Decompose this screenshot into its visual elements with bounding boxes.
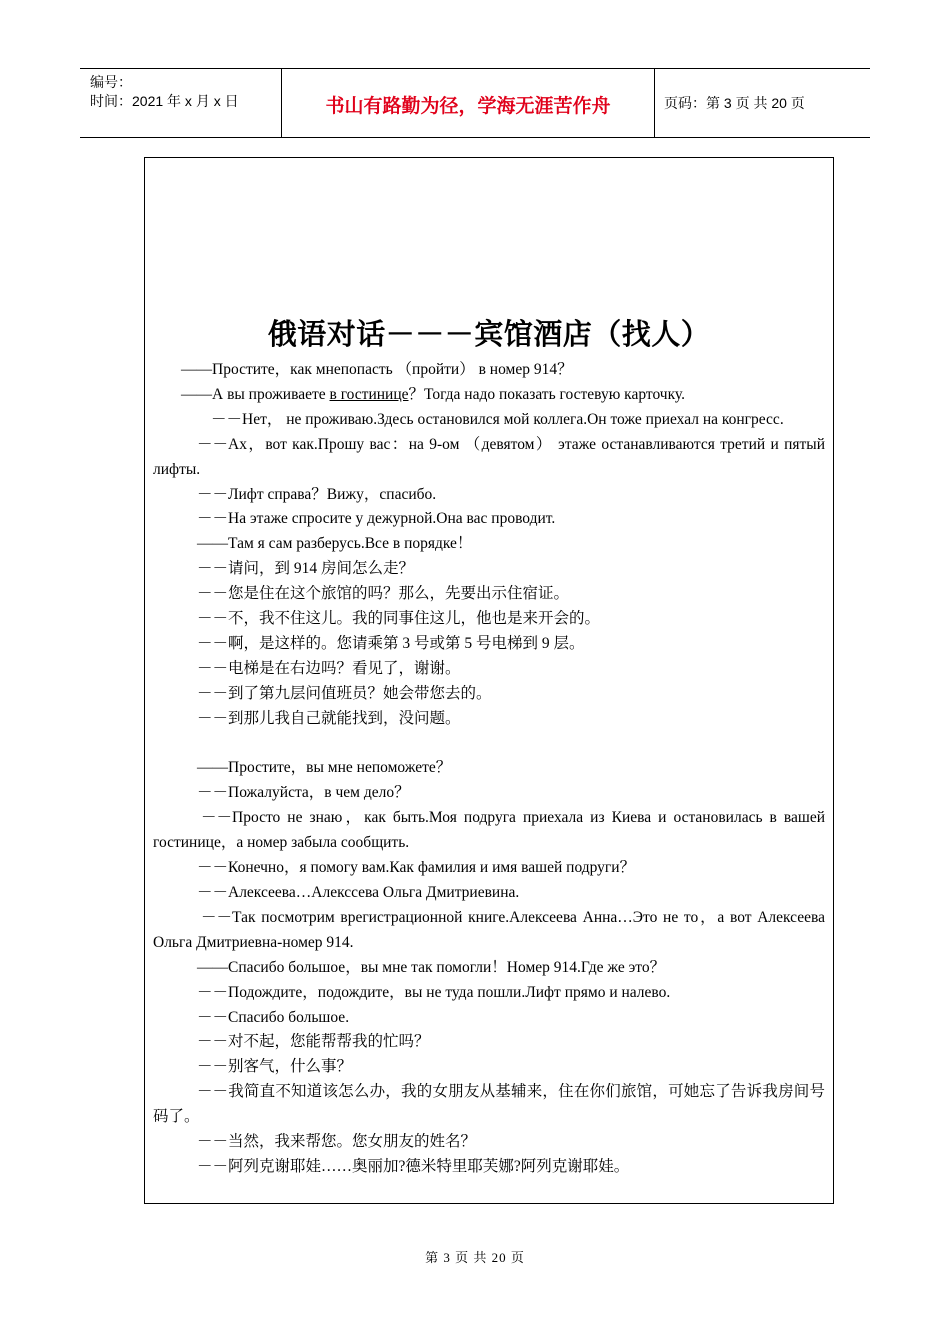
dialogue-line: －－Конечно，я помогу вам.Как фамилия и имя вашей подруги？ xyxy=(197,859,636,877)
dialogue-line: －－当然，我来帮您。您女朋友的姓名？ xyxy=(197,1133,477,1151)
dialogue-line: －－到那儿我自己就能找到，没问题。 xyxy=(197,709,461,727)
dialogue-line: －－阿列克谢耶娃……奥丽加?德米特里耶芙娜?阿列克谢耶娃。 xyxy=(197,1157,630,1175)
header-divider xyxy=(654,69,655,137)
dialogue-line: －－Ах，вот как.Прошу вас：на 9-ом （девятом） этаже останавливаются третий и пятый лифты. xyxy=(153,435,825,478)
dialogue-line: －－Спасибо большое. xyxy=(197,1008,350,1026)
page-footer: 第 3 页 共 20 页 xyxy=(425,1250,525,1265)
header-table xyxy=(80,68,870,138)
dialogue-line: ——Простите，вы мне непоможете？ xyxy=(197,759,452,777)
dialogue-line: －－我简直不知道该怎么办，我的女朋友从基辅来，住在你们旅馆，可她忘了告诉我房间号码了。 xyxy=(153,1083,825,1126)
dialogue-line: －－别客气，什么事？ xyxy=(197,1058,353,1076)
dialogue-line: －－Нет， не проживаю.Здесь остановился мой коллега.Он тоже приехал на конгресс. xyxy=(211,410,784,428)
time-label: 时间：2021 年 x 月 x 日 xyxy=(90,93,239,109)
dialogue-line: －－Лифт справа？Вижу，спасибо. xyxy=(197,485,437,503)
dialogue-line: －－您是住在这个旅馆的吗？那么，先要出示住宿证。 xyxy=(197,585,570,603)
dialogue-line: －－Подождите，подождите，вы не туда пошли.Лифт прямо и налево. xyxy=(197,983,671,1001)
underlined-text: в гостинице xyxy=(329,385,409,403)
header-page-number: 页码：第 3 页 共 20 页 xyxy=(664,95,805,111)
dialogue-line: －－到了第九层问值班员？她会带您去的。 xyxy=(197,684,492,702)
dialogue-line: －－На этаже спросите у дежурной.Она вас проводит. xyxy=(197,510,556,528)
dialogue-line: －－请问，到 914 房间怎么走？ xyxy=(197,560,415,578)
line-text: ？Тогда надо показать гостевую карточку. xyxy=(408,385,685,403)
dialogue-line: －－对不起，您能帮帮我的忙吗？ xyxy=(197,1033,430,1051)
header-info xyxy=(90,73,275,111)
dialogue-line: －－啊，是这样的。您请乘第 3 号或第 5 号电梯到 9 层。 xyxy=(197,634,585,652)
dialogue-line: －－不，我不住这儿。我的同事住这儿，他也是来开会的。 xyxy=(197,610,601,628)
number-label: 编号： xyxy=(90,74,132,90)
blank-line xyxy=(153,732,825,757)
dialogue-line: ——Спасибо большое，вы мне так помогли！Номер 914.Где же это？ xyxy=(197,958,666,976)
line-text: ——А вы проживаете xyxy=(181,385,330,403)
dialogue-body xyxy=(153,358,825,1180)
dialogue-line: －－Просто не знаю，как быть.Моя подруга приехала из Киева и остановилась в вашей гостинице，а номер забыла сообщить. xyxy=(153,809,825,852)
dialogue-line: ——Простите，как мнепопасть （пройти） в номер 914？ xyxy=(181,361,573,378)
document-title: 俄语对话－－－宾馆酒店（找人） xyxy=(267,317,711,351)
dialogue-line: －－Так посмотрим врегистрационной книге.Алексеева Анна…Это не то，а вот Алексеева Ольга Дмитриевна-номер 914. xyxy=(153,908,825,951)
dialogue-line xyxy=(153,383,825,408)
dialogue-line: ——Там я сам разберусь.Все в порядке！ xyxy=(197,535,473,553)
header-motto: 书山有路勤为径，学海无涯苦作舟 xyxy=(325,95,611,117)
dialogue-line: －－电梯是在右边吗？看见了，谢谢。 xyxy=(197,659,461,677)
dialogue-line: －－Пожалуйста，в чем дело？ xyxy=(197,784,410,802)
dialogue-line: －－Алексеева…Алекссева Ольга Дмитриевина. xyxy=(197,884,520,902)
